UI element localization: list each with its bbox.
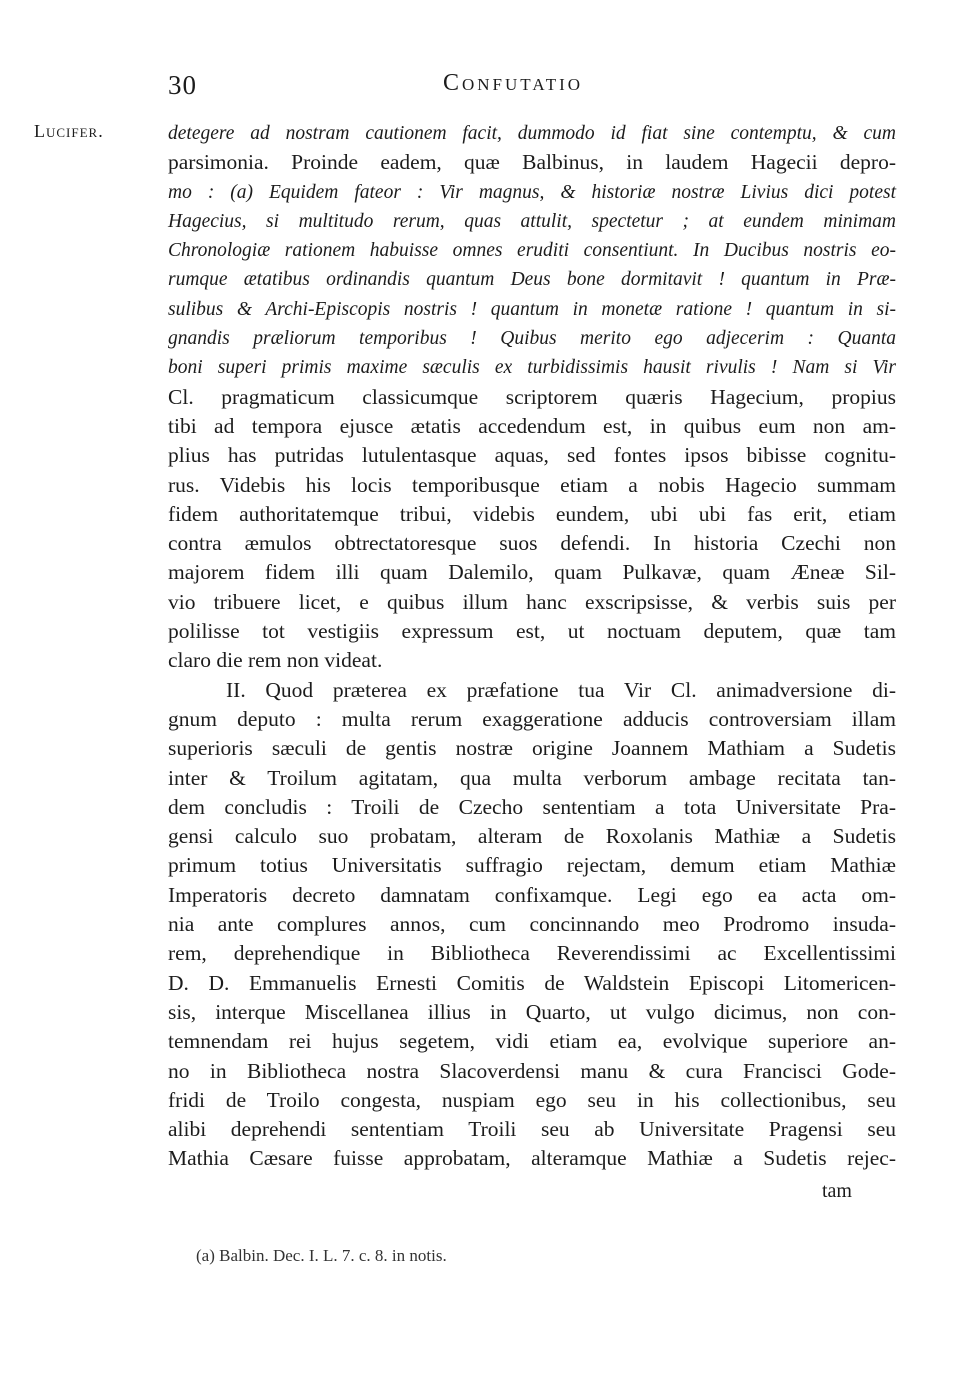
text-line: gnandis præliorum temporibus ! Quibus merito ego adjecerim : Quanta [168,328,896,350]
text-line: II. Quod præterea ex præfatione tua Vir Cl. animadversione di- [226,677,896,702]
margin-note: Lucifer. [34,121,104,141]
text-line: contra æmulos obtrectatoresque suos defendi. In historia Czechi non [168,531,896,556]
text-line: boni superi primis maxime sæculis ex turbidissimis hausit rivulis ! Nam si Vir [168,357,896,379]
text-line: superioris sæculi de gentis nostræ origine Joannem Mathiam a Sudetis [168,736,896,761]
text-line: parsimonia. Proinde eadem, quæ Balbinus, in laudem Hagecii depro- [168,150,896,175]
text-line: inter & Troilum agitatam, qua multa verborum ambage recitata tan- [168,765,896,790]
text-line: Imperatoris decreto damnatam confixamque. Legi ego ea acta om- [168,882,896,907]
text-line: rem, deprehendique in Bibliotheca Reverendissimi ac Excellentissimi [168,941,896,966]
text-line: nia ante complures annos, cum concinnando meo Prodromo insuda- [168,912,896,937]
text-line: vio tribuere licet, e quibus illum hanc exscripsisse, & verbis suis per [168,589,896,614]
text-line: claro die rem non videat. [168,648,383,673]
page-number: 30 [168,70,197,100]
text-line: D. D. Emmanuelis Ernesti Comitis de Waldstein Episcopi Litomericen- [168,970,896,995]
text-line: Hagecius, si multitudo rerum, quas attulit, spectetur ; at eundem minimam [168,210,896,232]
text-line: fidem authoritatemque tribui, videbis eundem, ubi ubi fas erit, etiam [168,501,896,526]
text-line: gnum deputo : multa rerum exaggeratione adducis controversiam illam [168,706,896,731]
text-line: alibi deprehendi sententiam Troili seu ab Universitate Pragensi seu [168,1117,896,1142]
catchword: tam [822,1180,852,1202]
text-line: dem concludis : Troili de Czecho sententiam a tota Universitate Pra- [168,794,896,819]
running-head: Confutatio [443,70,584,96]
text-line: polilisse tot vestigiis expressum est, ut noctuam deputem, quæ tam [168,619,896,644]
text-line: no in Bibliotheca nostra Slacoverdensi manu & cura Francisci Gode- [168,1058,896,1083]
text-line: sis, interque Miscellanea illius in Quarto, ut vulgo dicimus, non con- [168,999,896,1024]
text-line: mo : (a) Equidem fateor : Vir magnus, & historiæ nostræ Livius dici potest [168,181,896,203]
text-line: rumque ætatibus ordinandis quantum Deus bone dormitavit ! quantum in Præ- [168,269,896,291]
text-line: gensi calculo suo probatam, alteram de Roxolanis Mathiæ a Sudetis [168,824,896,849]
text-line: majorem fidem illi quam Dalemilo, quam Pulkavæ, quam Æneæ Sil- [168,560,896,585]
text-line: sulibus & Archi-Episcopis nostris ! quantum in monetæ ratione ! quantum in si- [168,298,896,320]
text-line: temnendam rei hujus segetem, vidi etiam ea, evolvique superiore an- [168,1029,896,1054]
text-line: primum totius Universitatis suffragio rejectam, demum etiam Mathiæ [168,853,896,878]
footnote: (a) Balbin. Dec. I. L. 7. c. 8. in notis. [196,1246,447,1265]
text-line: fridi de Troilo congesta, nuspiam ego seu in his collectionibus, seu [168,1087,896,1112]
text-line: rus. Videbis his locis temporibusque etiam a nobis Hagecio summam [168,472,896,497]
text-line: plius has putridas lutulentasque aquas, sed fontes ipsos bibisse cognitu- [168,443,896,468]
text-line: tibi ad tempora ejusce ætatis accedendum est, in quibus eum non am- [168,413,896,438]
text-line: Chronologiæ rationem habuisse omnes eruditi consentiunt. In Ducibus nostris eo- [168,240,896,262]
text-line: detegere ad nostram cautionem facit, dummodo id fiat sine contemptu, & cum [168,123,896,144]
text-line: Cl. pragmaticum classicumque scriptorem quæris Hagecium, propius [168,384,896,409]
text-line: Mathia Cæsare fuisse approbatam, alteramque Mathiæ a Sudetis rejec- [168,1146,896,1171]
text-block [168,119,896,1174]
